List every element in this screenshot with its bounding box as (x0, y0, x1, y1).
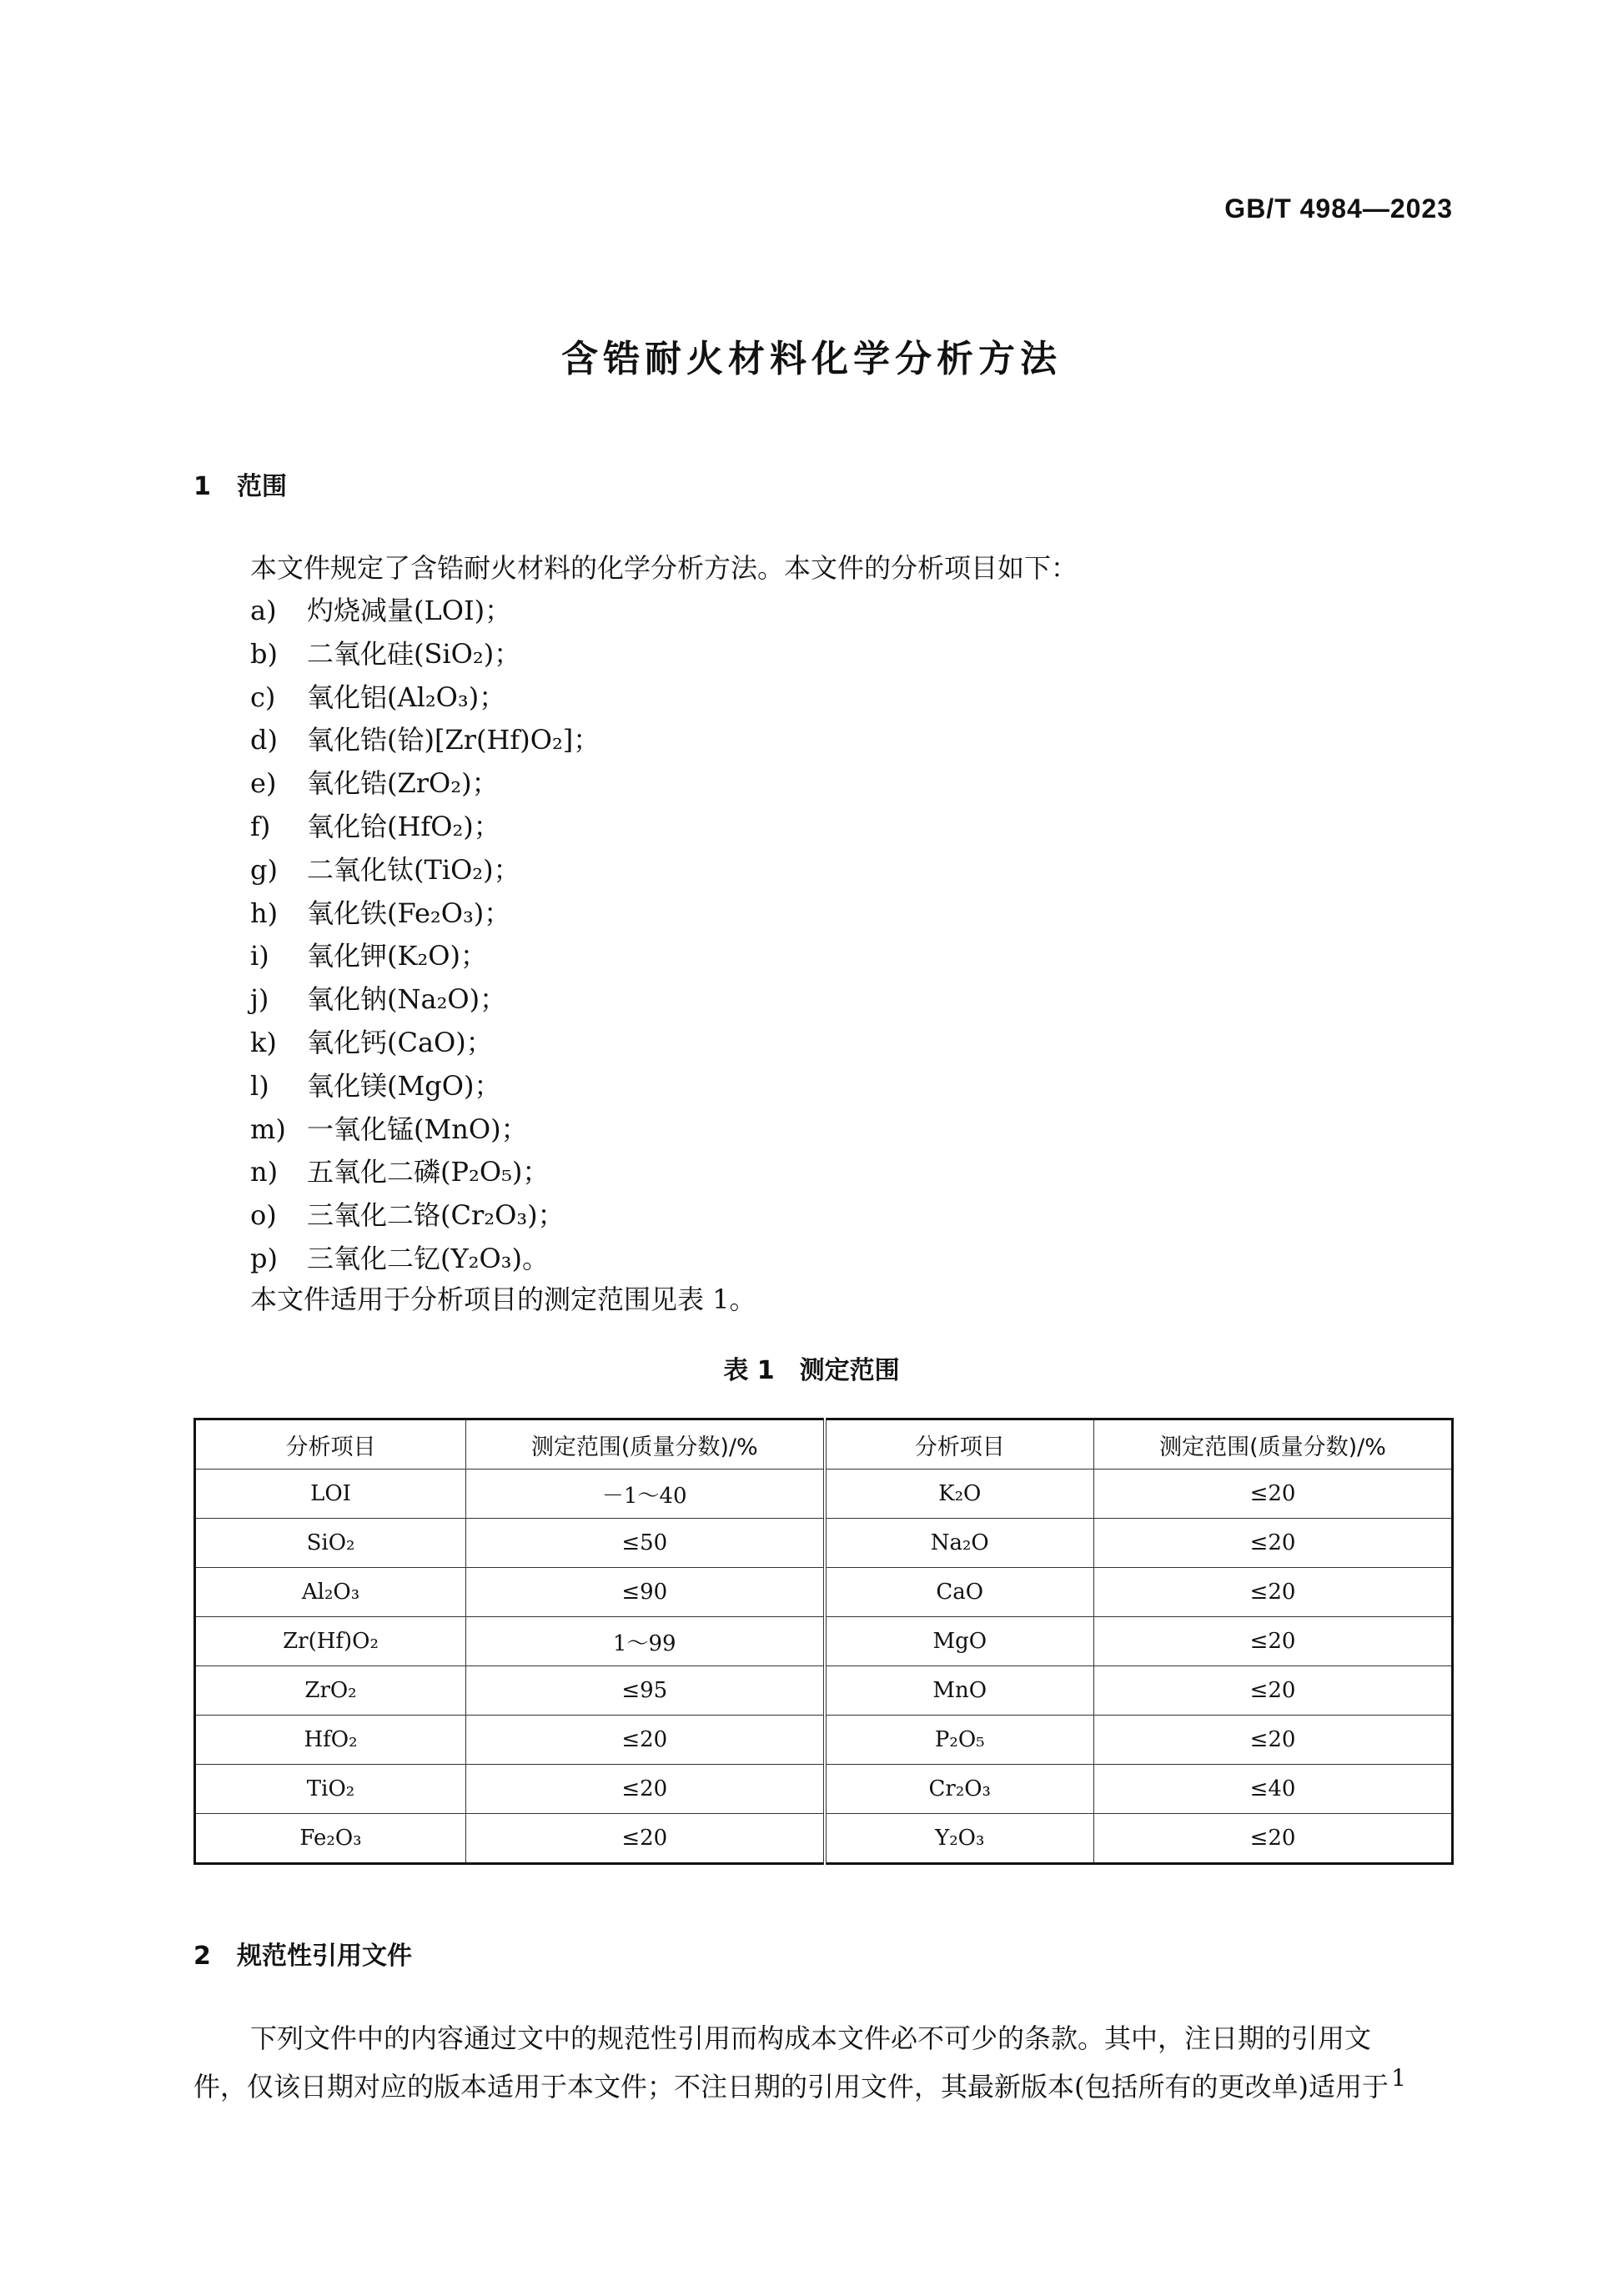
list-text: 氧化钾(K₂O)； (307, 940, 487, 972)
table-cell: TiO₂ (195, 1765, 466, 1814)
paragraph-line: 件，仅该日期对应的版本适用于本文件；不注日期的引用文件，其最新版本(包括所有的更改单)适用于 (193, 2071, 1389, 2103)
list-item (250, 1108, 600, 1152)
list-marker: p) (250, 1242, 278, 1274)
list-item (250, 1065, 600, 1108)
table-cell: Zr(Hf)O₂ (195, 1617, 466, 1666)
table-cell: SiO₂ (195, 1519, 466, 1568)
list-marker: n) (250, 1156, 279, 1188)
section-1-number: 1 (193, 472, 211, 501)
table-row (195, 1470, 1453, 1519)
table-row (195, 1617, 1453, 1666)
table-cell: LOI (195, 1470, 466, 1519)
table-header-row (195, 1419, 1453, 1470)
section-1-intro: 本文件规定了含锆耐火材料的化学分析方法。本文件的分析项目如下： (250, 552, 1078, 584)
table-cell: CaO (825, 1568, 1094, 1617)
section-2-paragraph (193, 2014, 1451, 2111)
table-cell: ≤50 (466, 1519, 825, 1568)
list-text: 氧化锆(ZrO₂)； (307, 767, 499, 800)
page-number: 1 (1391, 2064, 1406, 2092)
table-cell: ≤20 (466, 1765, 825, 1814)
table-cell: ≤90 (466, 1568, 825, 1617)
table-row (195, 1519, 1453, 1568)
list-marker: m) (250, 1113, 286, 1145)
table-cell: ≤20 (466, 1716, 825, 1765)
paragraph-line: 下列文件中的内容通过文中的规范性引用而构成本文件必不可少的条款。其中，注日期的引用文 (250, 2022, 1372, 2054)
list-text: 氧化镁(MgO)； (307, 1069, 501, 1102)
table-cell: Y₂O₃ (825, 1814, 1094, 1864)
list-text: 三氧化二钇(Y₂O₃)。 (307, 1242, 549, 1274)
table-cell: ZrO₂ (195, 1666, 466, 1716)
table-row (195, 1568, 1453, 1617)
list-item (250, 849, 600, 892)
table-cell: ≤40 (1094, 1765, 1453, 1814)
list-item (250, 762, 600, 806)
list-text: 氧化钠(Na₂O)； (307, 983, 507, 1016)
list-marker: k) (250, 1026, 277, 1058)
list-item (250, 978, 600, 1022)
table-cell: ≤20 (1094, 1716, 1453, 1765)
section-1-heading (193, 465, 287, 502)
table-cell: 1～99 (466, 1617, 825, 1666)
list-text: 氧化铁(Fe₂O₃)； (307, 897, 511, 929)
section-2-title: 规范性引用文件 (237, 1942, 412, 1971)
table-cell: ≤95 (466, 1666, 825, 1716)
table-cell: ≤20 (466, 1814, 825, 1864)
section-1-title: 范围 (237, 472, 287, 501)
table-caption (0, 1349, 1623, 1386)
table-cell: MnO (825, 1666, 1094, 1716)
table-cell: Na₂O (825, 1519, 1094, 1568)
list-text: 氧化锆(铪)[Zr(Hf)O₂]； (307, 724, 600, 756)
table-row (195, 1814, 1453, 1864)
section-2-number: 2 (193, 1942, 211, 1971)
list-marker: h) (250, 897, 279, 929)
list-text: 氧化铝(Al₂O₃)； (307, 681, 506, 713)
column-header: 分析项目 (195, 1419, 466, 1470)
section-2-heading (193, 1935, 412, 1972)
list-marker: d) (250, 724, 278, 756)
list-marker: b) (250, 637, 278, 670)
table-cell: ≤20 (1094, 1470, 1453, 1519)
table-cell: MgO (825, 1617, 1094, 1666)
table-row (195, 1716, 1453, 1765)
table-cell: Al₂O₃ (195, 1568, 466, 1617)
list-text: 五氧化二磷(P₂O₅)； (307, 1156, 550, 1188)
list-item (250, 633, 600, 676)
list-marker: c) (250, 681, 276, 713)
table-cell: ≤20 (1094, 1568, 1453, 1617)
document-title: 含锆耐火材料化学分析方法 (561, 338, 1062, 380)
list-item (250, 719, 600, 762)
list-text: 二氧化硅(SiO₂)； (307, 637, 521, 670)
list-marker: a) (250, 595, 277, 626)
measurement-range-table (193, 1418, 1454, 1865)
table-cell: Cr₂O₃ (825, 1765, 1094, 1814)
list-marker: j) (250, 983, 269, 1016)
list-item (250, 806, 600, 849)
table-cell: －1～40 (466, 1470, 825, 1519)
list-text: 氧化铪(HfO₂)； (307, 810, 500, 842)
table-cell: P₂O₅ (825, 1716, 1094, 1765)
list-marker: g) (250, 853, 278, 886)
list-item (250, 1022, 600, 1065)
list-text: 灼烧减量(LOI)； (307, 595, 512, 626)
standard-number: GB/T 4984—2023 (1224, 193, 1453, 224)
list-item (250, 1151, 600, 1194)
list-item (250, 892, 600, 936)
list-item (250, 1238, 600, 1281)
list-text: 三氧化二铬(Cr₂O₃)； (307, 1199, 565, 1232)
table-caption-label: 表 1 (723, 1356, 775, 1385)
list-marker: i) (250, 940, 269, 972)
table-cell: ≤20 (1094, 1666, 1453, 1716)
table-cell: K₂O (825, 1470, 1094, 1519)
column-header: 测定范围(质量分数)/% (466, 1419, 825, 1470)
list-text: 氧化钙(CaO)； (307, 1026, 493, 1058)
column-header: 分析项目 (825, 1419, 1094, 1470)
list-marker: o) (250, 1199, 277, 1232)
list-marker: e) (250, 767, 277, 800)
list-item (250, 1194, 600, 1238)
table-cell: ≤20 (1094, 1519, 1453, 1568)
list-item (250, 676, 600, 720)
table-row (195, 1765, 1453, 1814)
table-cell: HfO₂ (195, 1716, 466, 1765)
list-text: 二氧化钛(TiO₂)； (307, 853, 520, 886)
analysis-item-list (250, 590, 600, 1281)
table-caption-title: 测定范围 (799, 1356, 900, 1385)
list-item (250, 935, 600, 978)
list-marker: l) (250, 1069, 269, 1102)
table-cell: Fe₂O₃ (195, 1814, 466, 1864)
list-text: 一氧化锰(MnO)； (307, 1113, 528, 1145)
column-header: 测定范围(质量分数)/% (1094, 1419, 1453, 1470)
list-item (250, 590, 600, 633)
table-cell: ≤20 (1094, 1617, 1453, 1666)
table-row (195, 1666, 1453, 1716)
list-marker: f) (250, 810, 271, 842)
table-cell: ≤20 (1094, 1814, 1453, 1864)
section-1-closing: 本文件适用于分析项目的测定范围见表 1。 (250, 1284, 756, 1315)
